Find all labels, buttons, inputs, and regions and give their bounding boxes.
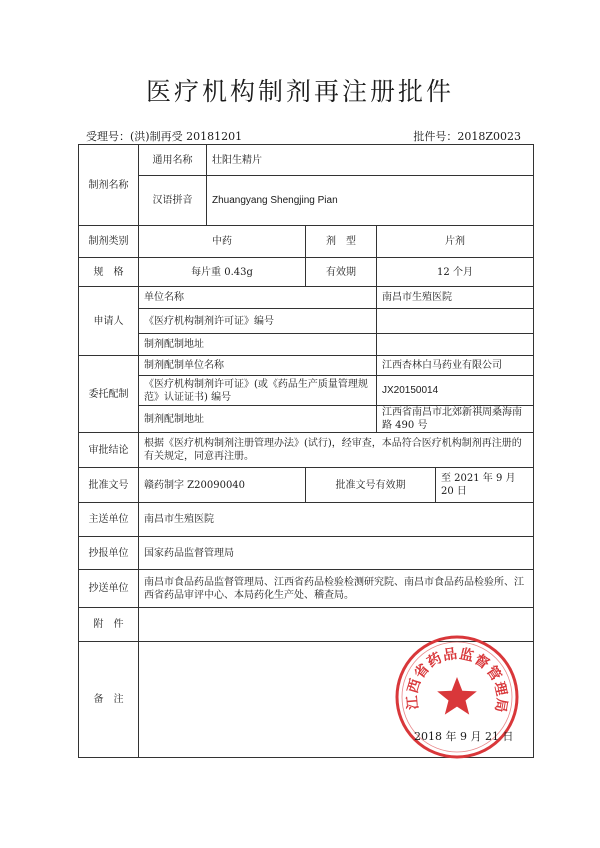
- value-unit-name: 南昌市生殖医院: [377, 287, 534, 309]
- value-cc-send: 南昌市食品药品监督管理局、江西省药品检验检测研究院、南昌市食品药品检验所、江西省药品审评中心、本局药化生产处、稽查局。: [139, 570, 534, 608]
- label-entrusted-address: 制剂配制地址: [139, 406, 377, 433]
- label-unit-name: 单位名称: [139, 287, 377, 309]
- signing-date: 2018 年 9 月 21 日: [414, 730, 514, 743]
- label-license-no: 《医疗机构制剂许可证》编号: [139, 309, 377, 334]
- label-validity: 有效期: [306, 258, 377, 287]
- label-dosage-form: 剂 型: [306, 226, 377, 258]
- label-cc-report: 抄报单位: [79, 537, 139, 570]
- label-prep-address: 制剂配制地址: [139, 334, 377, 356]
- value-prep-address: [377, 334, 534, 356]
- label-entrusted: 委托配制: [79, 356, 139, 433]
- label-main-send: 主送单位: [79, 503, 139, 537]
- value-validity: 12 个月: [377, 258, 534, 287]
- value-main-send: 南昌市生殖医院: [139, 503, 534, 537]
- value-entrusted-unit: 江西杏林白马药业有限公司: [377, 356, 534, 376]
- document-title: 医疗机构制剂再注册批件: [145, 77, 454, 106]
- value-spec: 每片重 0.43g: [139, 258, 306, 287]
- value-entrusted-address: 江西省南昌市北郊新祺周桑海南路 490 号: [377, 406, 534, 433]
- label-attachment: 附 件: [79, 608, 139, 642]
- value-approval-valid: 至 2021 年 9 月 20 日: [436, 468, 534, 503]
- label-entrusted-unit: 制剂配制单位名称: [139, 356, 377, 376]
- label-conclusion: 审批结论: [79, 433, 139, 468]
- seal-text: 江西省药品监督管理局: [404, 645, 510, 715]
- label-prep-category: 制剂类别: [79, 226, 139, 258]
- label-applicant: 申请人: [79, 287, 139, 356]
- label-prep-name: 制剂名称: [79, 145, 139, 226]
- value-category: 中药: [139, 226, 306, 258]
- label-entrusted-cert: 《医疗机构制剂许可证》(或《药品生产质量管理规范》认证证书) 编号: [139, 376, 377, 406]
- accept-number: 受理号：(洪)制再受 20181201: [86, 130, 243, 143]
- label-spec: 规 格: [79, 258, 139, 287]
- value-entrusted-cert: JX20150014: [377, 376, 534, 406]
- label-cc-send: 抄送单位: [79, 570, 139, 608]
- approval-number: 批件号：2018Z0023: [413, 130, 521, 143]
- seal-star-icon: [437, 677, 477, 715]
- value-common-name: 壮阳生精片: [207, 145, 534, 176]
- label-approval-valid: 批准文号有效期: [306, 468, 436, 503]
- value-pinyin: Zhuangyang Shengjing Pian: [207, 176, 534, 226]
- value-approval-doc-no: 赣药制字 Z20090040: [139, 468, 306, 503]
- value-license-no: [377, 309, 534, 334]
- label-remarks: 备 注: [79, 642, 139, 758]
- label-pinyin: 汉语拼音: [139, 176, 207, 226]
- label-common-name: 通用名称: [139, 145, 207, 176]
- value-dosage-form: 片剂: [377, 226, 534, 258]
- label-approval-doc-no: 批准文号: [79, 468, 139, 503]
- value-cc-report: 国家药品监督管理局: [139, 537, 534, 570]
- value-conclusion: 根据《医疗机构制剂注册管理办法》(试行)，经审查，本品符合医疗机构制剂再注册的有关规定，同意再注册。: [139, 433, 534, 468]
